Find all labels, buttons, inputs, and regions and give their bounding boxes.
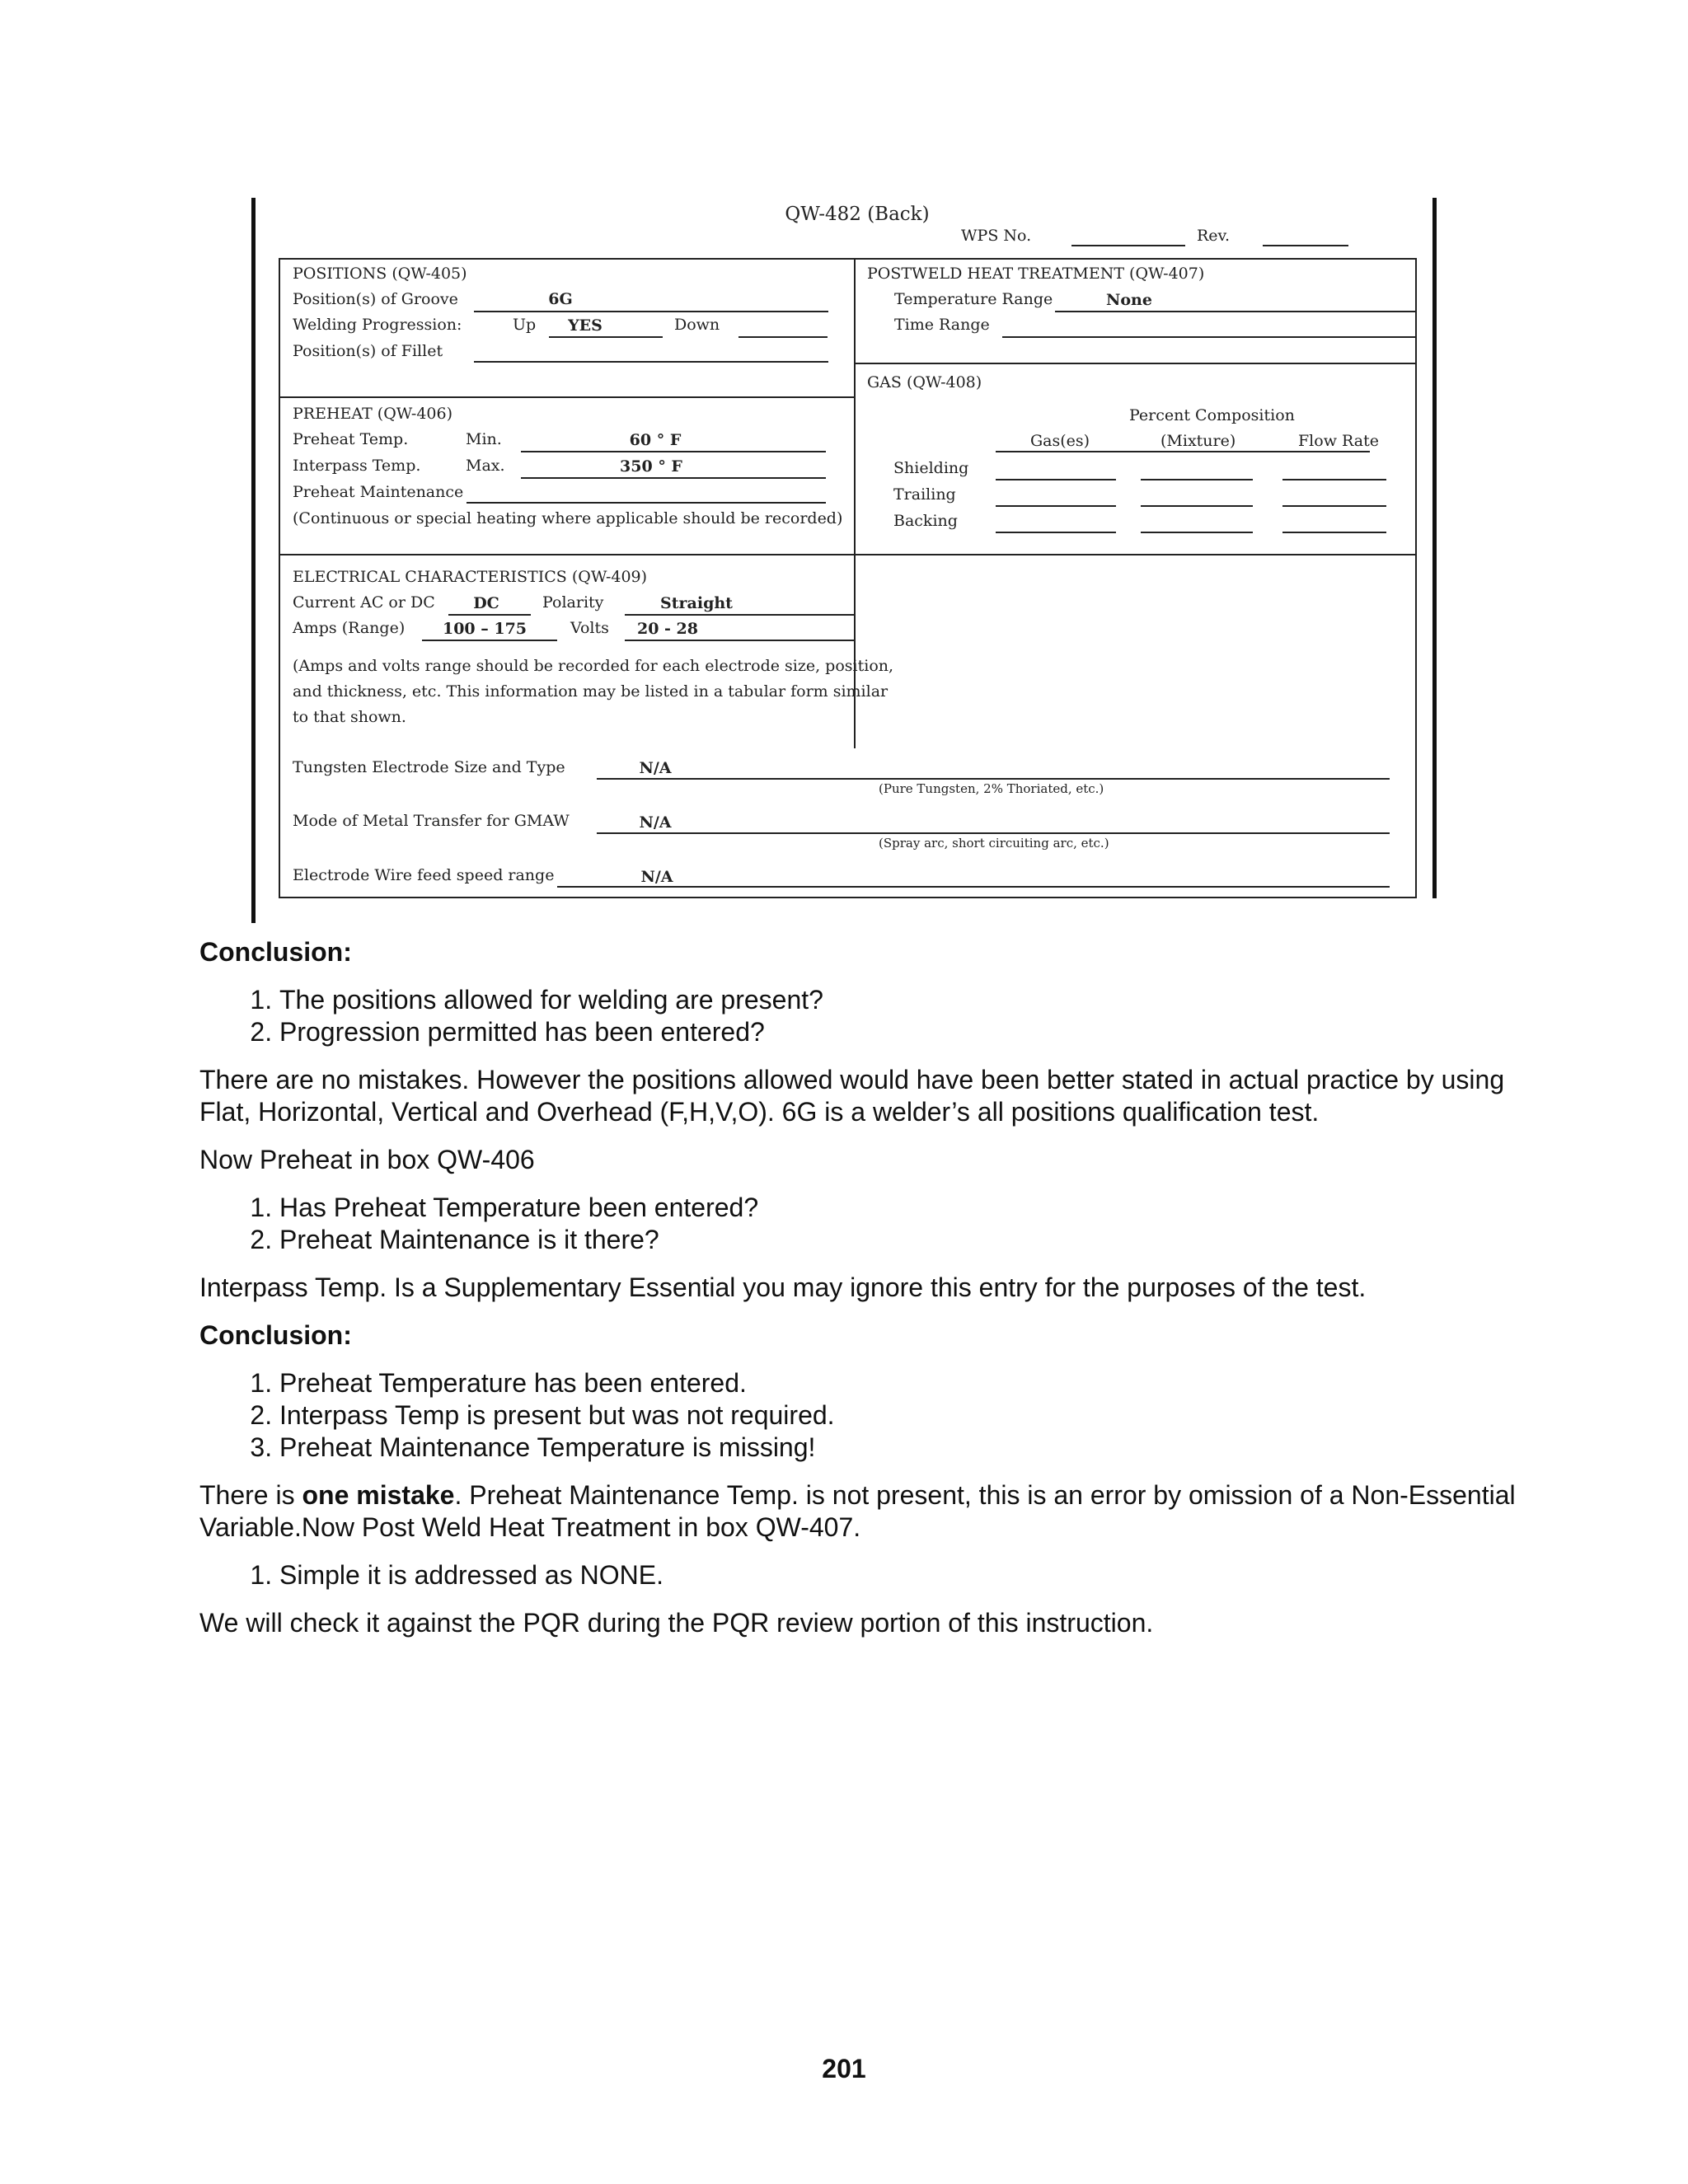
gases-col-label: Gas(es) xyxy=(1030,432,1090,450)
tungsten-value: N/A xyxy=(639,759,672,777)
preheat-note: (Continuous or special heating where applicable should be recorded) xyxy=(293,509,843,527)
divider-electrical xyxy=(279,554,1417,555)
list-item: 1. Simple it is addressed as NONE. xyxy=(279,1559,1518,1591)
gas-cell xyxy=(1141,532,1253,533)
wps-no-line xyxy=(1071,245,1185,246)
min-label: Min. xyxy=(466,430,502,448)
page-number: 201 xyxy=(822,2054,866,2083)
gas-cell xyxy=(1282,505,1386,507)
form-frame-right xyxy=(1432,198,1437,898)
rev-line xyxy=(1263,245,1348,246)
amps-line xyxy=(422,640,557,641)
qw482-form xyxy=(247,194,1451,923)
gas-heading: GAS (QW-408) xyxy=(867,373,982,391)
electrical-heading: ELECTRICAL CHARACTERISTICS (QW-409) xyxy=(293,568,648,586)
down-line xyxy=(738,336,828,338)
flow-header-line xyxy=(1282,451,1370,452)
gas-row-label: Shielding xyxy=(893,459,969,477)
current-line xyxy=(448,614,531,616)
wire-feed-label: Electrode Wire feed speed range xyxy=(293,866,555,884)
list-item: 2. Interpass Temp is present but was not required. xyxy=(279,1399,1518,1432)
conclusion-list xyxy=(199,984,1518,1048)
electrical-note-line: (Amps and volts range should be recorded for each electrode size, position, xyxy=(293,657,894,675)
time-range-label: Time Range xyxy=(894,316,990,334)
progression-label: Welding Progression: xyxy=(293,316,462,334)
gmaw-label: Mode of Metal Transfer for GMAW xyxy=(293,812,570,830)
percent-composition-label: Percent Composition xyxy=(1129,406,1295,424)
up-value: YES xyxy=(568,316,603,335)
text-span: . Preheat Maintenance Temp. is not present, this is an error by omission of a Non-Essential Variable.Now Post Weld Heat Treatment in box QW-407. xyxy=(199,1480,1516,1542)
polarity-value: Straight xyxy=(660,594,733,612)
list-item: 1. Has Preheat Temperature been entered? xyxy=(279,1192,1518,1224)
list-item: 2. Preheat Maintenance is it there? xyxy=(279,1224,1518,1256)
list-item: 2. Progression permitted has been entered? xyxy=(279,1016,1518,1048)
conclusion-list xyxy=(199,1367,1518,1464)
polarity-label: Polarity xyxy=(542,593,604,612)
fillet-label: Position(s) of Fillet xyxy=(293,342,443,360)
interpass-label: Interpass Temp. xyxy=(293,457,421,475)
gas-cell xyxy=(996,479,1116,480)
pwht-list xyxy=(199,1559,1518,1591)
temp-range-value: None xyxy=(1106,291,1152,309)
positions-heading: POSITIONS (QW-405) xyxy=(293,265,467,283)
preheat-heading: PREHEAT (QW-406) xyxy=(293,405,453,423)
paragraph: Now Preheat in box QW-406 xyxy=(199,1145,535,1174)
wire-feed-line xyxy=(557,886,1390,888)
gmaw-hint: (Spray arc, short circuiting arc, etc.) xyxy=(879,836,1109,851)
electrical-note-line: to that shown. xyxy=(293,708,406,726)
groove-value: 6G xyxy=(548,290,573,308)
current-value: DC xyxy=(473,594,499,612)
wps-no-label: WPS No. xyxy=(961,227,1032,245)
groove-line xyxy=(474,311,828,312)
tungsten-hint: (Pure Tungsten, 2% Thoriated, etc.) xyxy=(879,781,1104,796)
polarity-line xyxy=(625,614,854,616)
paragraph: We will check it against the PQR during the PQR review portion of this instruction. xyxy=(199,1608,1154,1638)
divider-positions-preheat xyxy=(279,396,854,398)
gas-cell xyxy=(1141,479,1253,480)
tungsten-line xyxy=(597,778,1390,780)
temp-range-line xyxy=(1055,311,1417,312)
gas-row-label: Backing xyxy=(893,512,958,530)
maintenance-label: Preheat Maintenance xyxy=(293,483,464,501)
form-frame-left xyxy=(251,198,256,923)
gas-cell xyxy=(996,505,1116,507)
wire-feed-value: N/A xyxy=(640,868,673,886)
amps-label: Amps (Range) xyxy=(293,619,406,637)
up-line xyxy=(549,336,663,338)
paragraph: There are no mistakes. However the positions allowed would have been better stated in actual practice by using Flat, Horizontal, Vertical and Overhead (F,H,V,O). 6G is a welder’s all positions qualification test. xyxy=(199,1065,1505,1127)
max-value: 350 ° F xyxy=(620,457,682,476)
groove-label: Position(s) of Groove xyxy=(293,290,458,308)
fillet-line xyxy=(474,361,828,363)
max-line xyxy=(521,477,826,479)
tungsten-label: Tungsten Electrode Size and Type xyxy=(293,758,565,776)
rev-label: Rev. xyxy=(1197,227,1231,245)
paragraph xyxy=(199,1479,1518,1544)
gmaw-value: N/A xyxy=(639,813,672,832)
form-title: QW-482 (Back) xyxy=(785,204,930,225)
maintenance-line xyxy=(467,502,826,504)
max-label: Max. xyxy=(466,457,505,475)
divider-pwht-gas xyxy=(854,363,1417,364)
electrical-note-line: and thickness, etc. This information may be listed in a tabular form similar xyxy=(293,682,889,701)
volts-value: 20 - 28 xyxy=(637,620,698,638)
body-text xyxy=(199,936,1518,1655)
text-span: There is xyxy=(199,1480,302,1510)
bold-emphasis: one mistake xyxy=(302,1480,455,1510)
gas-header-line xyxy=(996,451,1309,452)
gmaw-line xyxy=(597,832,1390,834)
list-item: 3. Preheat Maintenance Temperature is missing! xyxy=(279,1432,1518,1464)
gas-cell xyxy=(1282,479,1386,480)
conclusion-heading: Conclusion: xyxy=(199,937,352,967)
gas-cell xyxy=(996,532,1116,533)
conclusion-heading: Conclusion: xyxy=(199,1320,352,1350)
current-label: Current AC or DC xyxy=(293,593,435,612)
min-line xyxy=(521,451,826,452)
preheat-temp-label: Preheat Temp. xyxy=(293,430,409,448)
list-item: 1. The positions allowed for welding are present? xyxy=(279,984,1518,1016)
gas-row-label: Trailing xyxy=(893,485,956,504)
paragraph: Interpass Temp. Is a Supplementary Essential you may ignore this entry for the purposes of the test. xyxy=(199,1272,1367,1302)
preheat-question-list xyxy=(199,1192,1518,1256)
amps-value: 100 – 175 xyxy=(442,620,528,638)
flow-rate-col-label: Flow Rate xyxy=(1298,432,1379,450)
mixture-col-label: (Mixture) xyxy=(1160,432,1236,450)
temp-range-label: Temperature Range xyxy=(894,290,1053,308)
min-value: 60 ° F xyxy=(629,431,682,449)
down-label: Down xyxy=(674,316,720,334)
volts-line xyxy=(625,640,854,641)
up-label: Up xyxy=(513,316,537,334)
pwht-heading: POSTWELD HEAT TREATMENT (QW-407) xyxy=(867,265,1205,283)
volts-label: Volts xyxy=(570,619,609,637)
time-range-line xyxy=(1002,336,1417,338)
gas-cell xyxy=(1141,505,1253,507)
gas-cell xyxy=(1282,532,1386,533)
list-item: 1. Preheat Temperature has been entered. xyxy=(279,1367,1518,1399)
